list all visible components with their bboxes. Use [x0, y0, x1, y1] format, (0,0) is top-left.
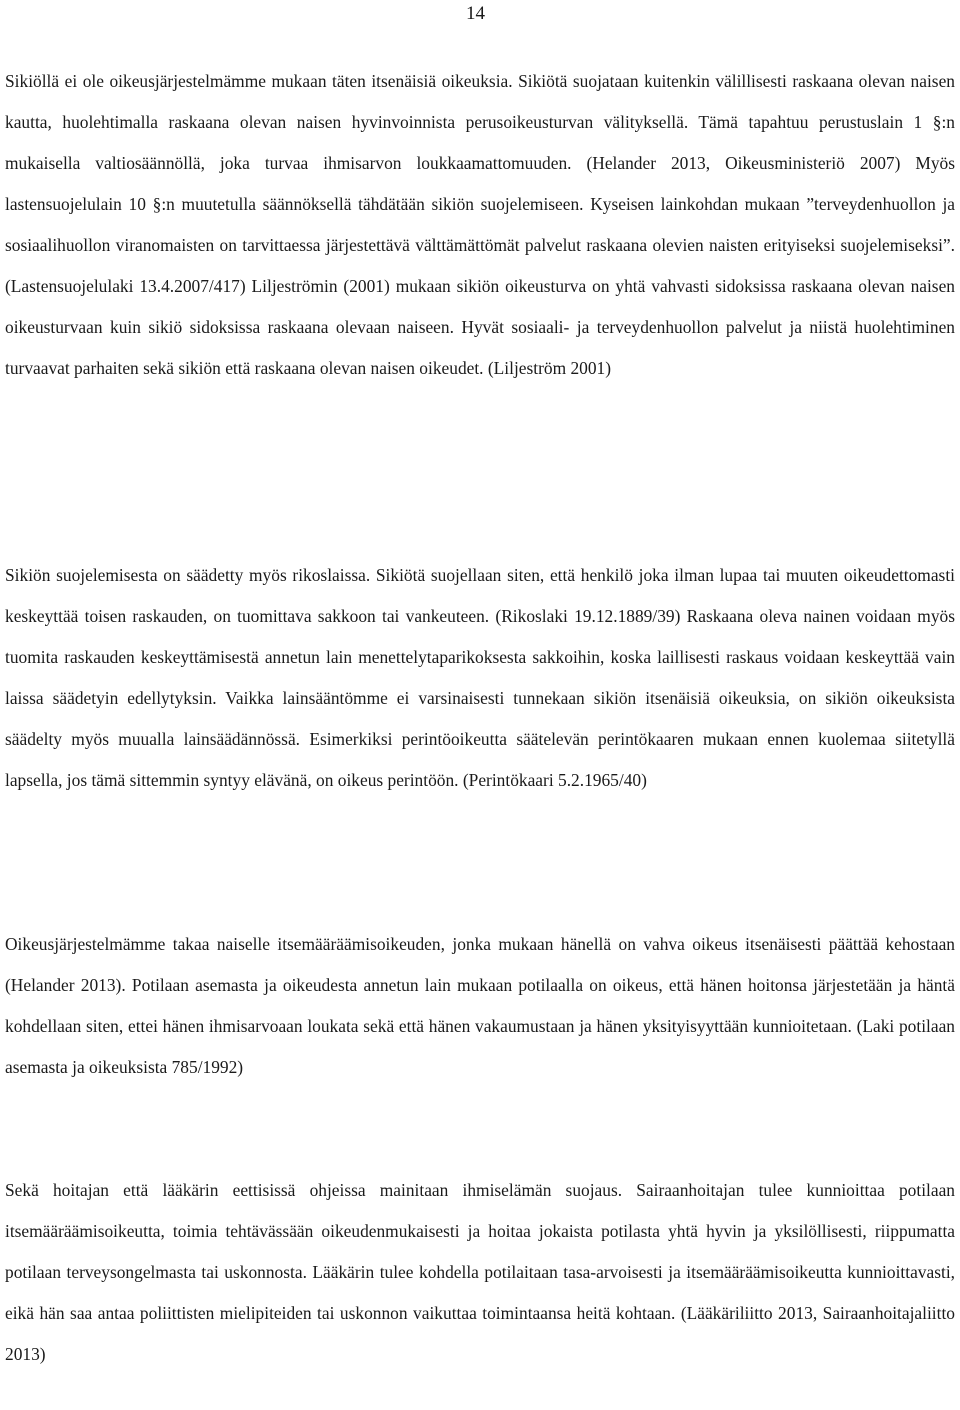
paragraph-fetal-legal-status: [5, 61, 955, 389]
page-number: 14: [466, 3, 485, 24]
paragraph-text: Sikiöllä ei ole oikeusjärjestelmämme mukaan täten itsenäisiä oikeuksia. Sikiötä suojataan kuitenkin välillisesti raskaana olevan naisen kautta, huolehtimalla raskaana olevan naisen hyvinvoinnista perusoikeusturvan välityksellä. Tämä tapahtuu perustuslain 1 §:n mukaisella valtiosäännöllä, joka turvaa ihmisarvon loukkaamattomuuden. (Helander 2013, Oikeusministeriö 2007) Myös lastensuojelulain 10 §:n muutetulla säännöksellä tähdätään sikiön suojelemiseen. Kyseisen lainkohdan mukaan ”terveydenhuollon ja sosiaalihuollon viranomaisten on tarvittaessa järjestettävä välttämättömät palvelut raskaana olevien naisten erityiseksi suojelemiseksi”. (Lastensuojelulaki 13.4.2007/417) Liljeströmin (2001) mukaan sikiön oikeusturva on yhtä vahvasti sidoksissa raskaana olevan naisen oikeusturvaan kuin sikiö sidoksissa raskaana olevaan naiseen. Hyvät sosiaali- ja terveydenhuollon palvelut ja niistä huolehtiminen turvaavat parhaiten sekä sikiön että raskaana olevan naisen oikeudet. (Liljeström 2001): [5, 71, 955, 378]
paragraph-ethical-guidelines: [5, 1170, 955, 1375]
paragraph-text: Sekä hoitajan että lääkärin eettisissä ohjeissa mainitaan ihmiselämän suojaus. Sairaanhoitajan tulee kunnioittaa potilaan itsemääräämisoikeutta, toimia tehtävässään oikeudenmukaisesti ja hoitaa jokaista potilasta yhtä hyvin ja yksilöllisesti, riippumatta potilaan terveysongelmasta tai uskonnosta. Lääkärin tulee kohdella potilaitaan tasa-arvoisesti ja itsemääräämisoikeutta kunnioittavasti, eikä hän saa antaa poliittisten mielipiteiden tai uskonnon vaikuttaa toimintaansa heitä kohtaan. (Lääkäriliitto 2013, Sairaanhoitajaliitto 2013): [5, 1180, 955, 1364]
paragraph-text: Oikeusjärjestelmämme takaa naiselle itsemääräämisoikeuden, jonka mukaan hänellä on vahva oikeus itsenäisesti päättää kehostaan (Helander 2013). Potilaan asemasta ja oikeudesta annetun lain mukaan potilaalla on oikeus, että hänen hoitonsa järjestetään ja häntä kohdellaan siten, ettei hänen ihmisarvoaan loukata sekä että hänen vakaumustaan ja hänen yksityisyyttään kunnioitetaan. (Laki potilaan asemasta ja oikeuksista 785/1992): [5, 934, 955, 1077]
paragraph-criminal-law: [5, 555, 955, 801]
paragraph-self-determination: [5, 924, 955, 1088]
paragraph-text: Sikiön suojelemisesta on säädetty myös rikoslaissa. Sikiötä suojellaan siten, että henkilö joka ilman lupaa tai muuten oikeudettomasti keskeyttää toisen raskauden, on tuomittava sakkoon tai vankeuteen. (Rikoslaki 19.12.1889/39) Raskaana oleva nainen voidaan myös tuomita raskauden keskeyttämisestä annetun lain menettelytaparikoksesta sakkoihin, koska laillisesti raskaus voidaan keskeyttää vain laissa säädetyin edellytyksin. Vaikka lainsääntömme ei varsinaisesti tunnekaan sikiön itsenäisiä oikeuksia, on sikiön oikeuksista säädelty myös muualla lainsäädännössä. Esimerkiksi perintöoikeutta säätelevän perintökaaren mukaan ennen kuolemaa siitetyllä lapsella, jos tämä sittemmin syntyy elävänä, on oikeus perintöön. (Perintökaari 5.2.1965/40): [5, 565, 955, 790]
